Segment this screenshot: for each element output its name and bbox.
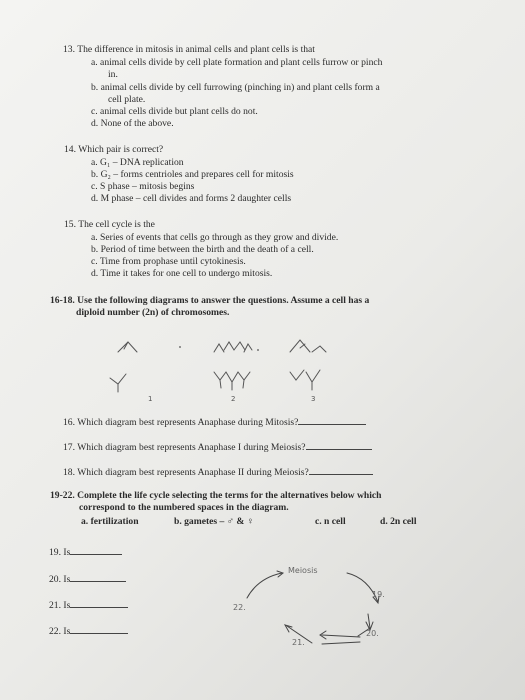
option-fertilization: a. fertilization [81, 516, 139, 527]
answer-22-blank[interactable] [70, 624, 128, 634]
answer-19-label: 19. Is [49, 547, 71, 558]
q18-text: 18. Which diagram best represents Anaphase II during Meiosis? [63, 467, 309, 478]
q16-question [63, 415, 366, 428]
diagram-2-label: 2 [231, 395, 236, 403]
answer-21-blank[interactable] [70, 598, 128, 608]
diagram-2-chromosomes [214, 342, 252, 390]
q14-option-b: b. G₂ – forms centrioles and prepares cell for mitosis [91, 169, 294, 180]
diagram-3-label: 3 [311, 395, 316, 403]
life-cycle-meiosis-label: Meiosis [288, 566, 318, 575]
answer-22-label: 22. Is [49, 626, 71, 637]
answer-19 [49, 545, 122, 558]
q14-option-d: d. M phase – cell divides and forms 2 daughter cells [91, 193, 292, 204]
arrow-to-meiosis [247, 573, 282, 598]
life-cycle-22-label: 22. [233, 603, 246, 612]
arrow-20-to-21 [322, 635, 360, 637]
q13-option-c: c. animal cells divide but plant cells do not. [91, 106, 258, 117]
q17-answer-blank[interactable] [306, 440, 372, 450]
q13-option-a-line1: a. animal cells divide by cell plate formation and plant cells furrow or pinch [91, 57, 383, 68]
q13-option-b-line1: b. animal cells divide by cell furrowing (pinching in) and plant cells form a [91, 82, 380, 93]
q19-22-header-line2: correspond to the numbered spaces in the diagram. [79, 502, 289, 513]
q13-option-a-line2: in. [108, 69, 118, 80]
q16-18-header-line2: diploid number (2n) of chromosomes. [76, 307, 230, 318]
diagram-1-label: 1 [148, 395, 153, 403]
q14-option-c: c. S phase – mitosis begins [91, 181, 195, 192]
q13-option-d: d. None of the above. [91, 118, 174, 129]
answer-20-blank[interactable] [70, 572, 126, 582]
option-n-cell: c. n cell [315, 516, 346, 527]
q13-option-b-line2: cell plate. [108, 94, 146, 105]
answer-20-label: 20. Is [49, 574, 71, 585]
q17-question [63, 440, 372, 453]
diagram-3-chromosomes [290, 340, 326, 390]
q18-answer-blank[interactable] [309, 465, 373, 475]
q15-option-c: c. Time from prophase until cytokinesis. [91, 256, 246, 267]
diagram-1-chromosomes [110, 342, 137, 392]
q16-18-header-line1: 16-18. Use the following diagrams to answer the questions. Assume a cell has a [50, 295, 370, 306]
q14-option-a: a. G₁ – DNA replication [91, 157, 184, 168]
life-cycle-20-label: 20. [366, 629, 379, 638]
q19-22-header-line1: 19-22. Complete the life cycle selecting the terms for the alternatives below which [50, 490, 382, 501]
arrow-20-to-21b [322, 642, 360, 644]
q15-option-d: d. Time it takes for one cell to undergo mitosis. [91, 268, 273, 279]
q17-text: 17. Which diagram best represents Anaphase I during Meiosis? [63, 442, 306, 453]
answer-21 [49, 598, 128, 611]
q15-option-b: b. Period of time between the birth and the death of a cell. [91, 244, 314, 255]
answer-20 [49, 572, 126, 585]
answer-19-blank[interactable] [70, 545, 122, 555]
life-cycle-21-label: 21. [292, 638, 305, 647]
q15-option-a: a. Series of events that cells go through as they grow and divide. [91, 232, 339, 243]
option-2n-cell: d. 2n cell [380, 516, 417, 527]
q13-stem: 13. The difference in mitosis in animal cells and plant cells is that [63, 44, 315, 55]
q16-answer-blank[interactable] [298, 415, 366, 425]
life-cycle-19-label: 19. [372, 590, 385, 599]
answer-22 [49, 624, 128, 637]
q16-text: 16. Which diagram best represents Anaphase during Mitosis? [63, 417, 299, 428]
life-cycle-arrows [247, 571, 379, 644]
q14-stem: 14. Which pair is correct? [64, 144, 164, 155]
q18-question [63, 465, 373, 478]
option-gametes: b. gametes – ♂ & ♀ [174, 516, 254, 527]
answer-21-label: 21. Is [49, 600, 71, 611]
q15-stem: 15. The cell cycle is the [64, 219, 155, 230]
